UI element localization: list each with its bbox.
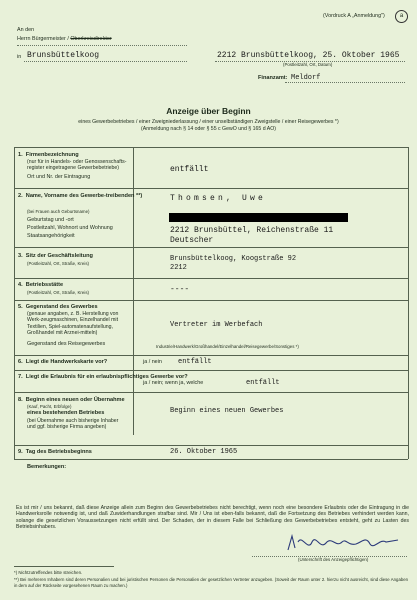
row8-value: Beginn eines neuen Gewerbes (170, 407, 284, 415)
row4-heading: 4. Betriebsstätte (18, 282, 64, 288)
addressee-struck: Oberkreisdirektor (70, 36, 112, 42)
footnote-1: *) Nichtzutreffendes bitte streichen. (14, 570, 83, 575)
addressee-buergermeister: Herrn Bürgermeister / (17, 36, 69, 42)
row6-yes-no: ja / nein (143, 359, 162, 365)
form-law-reference: (Anmeldung nach § 14 oder § 55 c GewO und § 165 d AO) (141, 126, 276, 132)
row7-yes-no: ja / nein; wenn ja, welche (143, 380, 204, 386)
row8-note2: (bei Übernahme auch bisherige Inhaber und ggf. bisherige Firma angeben) (27, 418, 119, 431)
place-date: 2212 Brunsbüttelkoog, 25. Oktober 1965 (217, 51, 400, 60)
finanzamt-label: Finanzamt: (258, 75, 288, 81)
row6-value: entfällt (178, 358, 212, 366)
row5-category: Industrie/Handwerk/Großhandel/Einzelhandel/Reisegewerbe/Sonstiges *) (156, 344, 299, 349)
row8-note: (Kauf, Pacht, Erbfolge) (27, 404, 72, 409)
row9-value: 26. Oktober 1965 (170, 448, 238, 456)
row2-heading: 2. Name, Vorname des Gewerbe-treibenden **) (18, 193, 143, 199)
legal-notice: Es ist mir / uns bekannt, daß diese Anzeige allein zum Beginn des Gewerbebetriebes nicht berechtigt, wenn noch eine besondere Erlaubnis oder die Eintragung in die Handwerksrolle notwendig ist, und daß Zuwiderhandlungen strafbar sind. Mir / Uns ist eben-falls bekannt, daß die Fortsetzung des Betriebes verhindert werden kann, solange die gesetzlichen Voraussetzungen nicht erfüllt sind. Der Schaden, der in diesem Falle bei Schließung des Gewerbebetriebes entsteht, geht zu Lasten des Betriebsinhabers. (16, 505, 409, 530)
in-label: in (17, 54, 22, 60)
in-value: Brunsbüttelkoog (27, 51, 100, 60)
remarks-label: Bemerkungen: (27, 464, 67, 470)
addressee-herrn (17, 36, 112, 42)
signature-caption: (Unterschrift des Anzeigepflichtigen) (298, 557, 369, 562)
row2-name-value: Thomsen, Uwe (170, 194, 267, 203)
row5-note: (genaue angaben, z. B. Herstellung von Werk-zeugmaschinen, Einzelhandel mit Textilien, Spiel-automatenaufstellung, Großhandel mit Arznei-mitteln) (27, 311, 119, 336)
row6-heading: 6. Liegt die Handwerkskarte vor? (18, 359, 108, 365)
form-variant-circle: a (395, 10, 408, 23)
row3-note: (Postleitzahl, Ort, Straße, Kreis) (27, 261, 89, 266)
redaction-bar (169, 213, 348, 222)
row7-value: entfällt (246, 379, 280, 387)
row3-heading: 3. Sitz der Geschäftsleitung (18, 253, 93, 259)
row3-value2: 2212 (170, 264, 187, 272)
row2-nationality-value: Deutscher (170, 236, 214, 245)
row2-birth: Geburtstag und -ort (27, 217, 74, 223)
form-label: (Vordruck A „Anmeldung") (323, 13, 385, 19)
row1-heading: 1. Firmenbezeichnung (18, 152, 79, 158)
row2-nationality-label: Staatsangehörigkeit (27, 233, 75, 239)
row4-value: ---- (170, 285, 190, 294)
row8-heading: 8. Beginn eines neuen oder Übernahme (18, 397, 125, 403)
row7-heading: 7. Liegt die Erlaubnis für ein erlaubnispflichtiges Gewerbe vor? (18, 374, 188, 380)
signature (286, 530, 401, 555)
form-title: Anzeige über Beginn (166, 106, 251, 116)
row3-value1: Brunsbüttelkoog, Koogstraße 92 (170, 255, 297, 263)
row4-note: (Postleitzahl, Ort, Straße, Kreis) (27, 290, 89, 295)
addressee-an-den: An den (17, 27, 35, 33)
row2-note: (bei Frauen auch Geburtsname) (27, 209, 90, 214)
row1-value: entfällt (170, 165, 209, 174)
finanzamt-value: Meldorf (291, 74, 321, 82)
row5-value: Vertreter im Werbefach (170, 321, 263, 329)
place-date-caption: (Postleitzahl, Ort, Datum) (283, 62, 333, 67)
row2-address-value: 2212 Brunsbüttel, Reichenstraße 11 (170, 226, 334, 235)
row5-heading: 5. Gegenstand des Gewerbes (18, 304, 98, 310)
row2-address-label: Postleitzahl, Wohnort und Wohnung (27, 225, 113, 231)
row1-extra: Ort und Nr. der Eintragung (27, 174, 91, 180)
row1-note: (nur für in Handels- oder Genossenschafts-register eingetragene Gewerbebetriebe) (27, 159, 127, 172)
row8-heading2: eines bestehenden Betriebes (27, 410, 105, 416)
form-subtitle: eines Gewerbebetriebes / einer Zweigniederlassung / einer unselbständigen Zweigstelle / einer Reisegewerbes *) (78, 119, 339, 125)
row9-heading: 9. Tag des Betriebsbeginns (18, 449, 92, 455)
row5-extra: Gegenstand des Reisegewerbes (27, 341, 106, 347)
footnote-2: **) Bei mehreren Inhabern sind deren Personalien und bei juristischen Personen die Personalien der gesetzlichen Vertreter anzugeben. (Soweit der Raum unter 2. hierzu nicht ausreicht, sind diese Angaben in dem auf der Rückseite vorgesehenen Raum zu machen.) (14, 577, 408, 588)
